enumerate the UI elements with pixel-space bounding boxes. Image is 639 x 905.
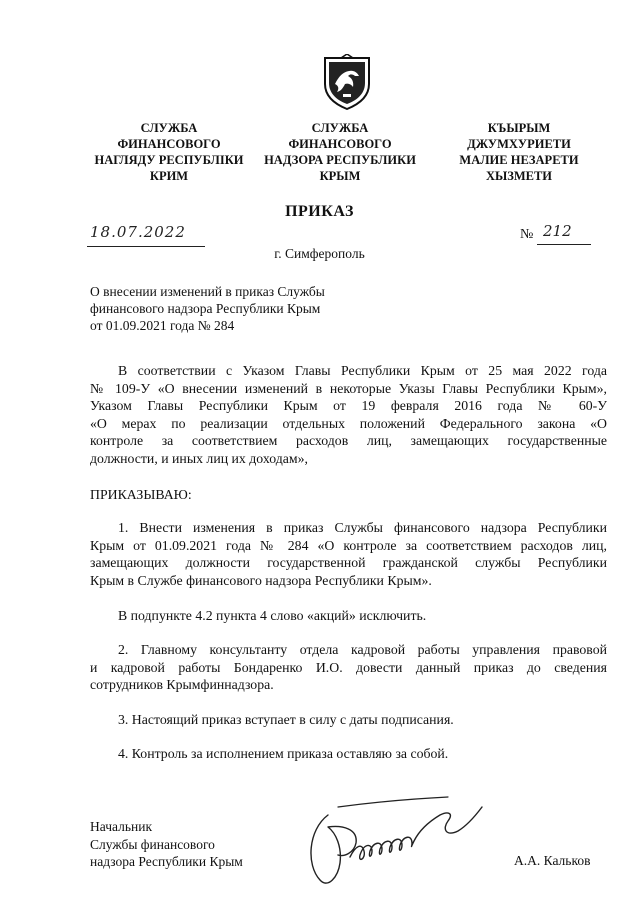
paragraph-line: 1. Внести изменения в приказ Службы финансового надзора Республики (118, 520, 607, 535)
paragraph-line: № 109-У «О внесении изменений в некоторые Указы Главы Республики Крым», (90, 380, 607, 396)
city: г. Симферополь (274, 246, 365, 261)
signatory-line: Начальник (90, 819, 153, 834)
subject-line: О внесении изменений в приказ Службы (90, 284, 325, 299)
paragraph-line: Указом Главы Республики Крым от 19 февраля 2016 года № 60-У (90, 398, 607, 413)
paragraph-line: и кадровой работы Бондаренко И.О. довести данный приказ до сведения (90, 659, 607, 675)
header-left-line: НАГЛЯДУ РЕСПУБЛІКИ (94, 153, 244, 167)
signatory-line: Службы финансового (90, 836, 215, 852)
order-word: ПРИКАЗЫВАЮ: (90, 487, 192, 502)
header-middle-russian (255, 120, 425, 184)
order-subject (90, 283, 390, 334)
header-left-line: КРИМ (149, 169, 189, 183)
header-middle-line: СЛУЖБА (311, 121, 369, 135)
item-2-paragraph (90, 641, 607, 694)
header-middle-line: КРЫМ (319, 169, 361, 183)
item-1-paragraph (90, 519, 607, 589)
item-3-paragraph: 3. Настоящий приказ вступает в силу с даты подписания. (118, 712, 454, 727)
header-right-line: КЪЫРЫМ (487, 121, 551, 135)
subject-line: финансового надзора Республики Крым (90, 301, 321, 316)
paragraph-line: Крым от 01.09.2021 года № 284 «О контроле за соответствием расходов лиц, (90, 537, 607, 553)
header-right-line: МАЛИЕ НЕЗАРЕТИ (459, 153, 579, 167)
header-right-line: ХЫЗМЕТИ (485, 169, 553, 183)
handwritten-signature-icon (298, 785, 498, 895)
paragraph-line: Крым в Службе финансового надзора Республики Крым». (90, 572, 432, 588)
header-right-crimean-tatar (434, 120, 604, 184)
preamble-paragraph (90, 362, 607, 467)
paragraph-line: сотрудников Крымфиннадзора. (90, 677, 274, 692)
handwritten-number: 212 (543, 222, 572, 240)
paragraph-line: «О мерах по реализации отдельных положений Федерального закона «О (90, 415, 607, 431)
coat-of-arms-icon (321, 54, 373, 110)
subject-line: от 01.09.2021 года № 284 (90, 318, 235, 333)
signer-name: А.А. Кальков (514, 853, 591, 868)
paragraph-line: 2. Главному консультанту отдела кадровой работы управления правовой (118, 642, 607, 657)
paragraph-line: контроле за соответствием расходов лиц, замещающих государственные (90, 433, 607, 448)
paragraph-line: В соответствии с Указом Главы Республики Крым от 25 мая 2022 года (118, 363, 607, 378)
paragraph-line: должности, и иных лиц их доходам», (90, 450, 308, 466)
header-left-line: ФИНАНСОВОГО (117, 137, 221, 151)
handwritten-date: 18.07.2022 (90, 223, 186, 241)
signatory-line: надзора Республики Крым (90, 854, 243, 869)
header-right-line: ДЖУМХУРИЕТИ (467, 137, 571, 151)
item-1-subparagraph: В подпункте 4.2 пункта 4 слово «акций» исключить. (118, 608, 427, 623)
item-4-paragraph: 4. Контроль за исполнением приказа оставляю за собой. (118, 746, 449, 761)
number-label: № (520, 227, 534, 242)
header-middle-line: НАДЗОРА РЕСПУБЛИКИ (264, 153, 416, 167)
paragraph-line: замещающих должности государственной гражданской службы Республики (90, 555, 607, 570)
header-middle-line: ФИНАНСОВОГО (288, 137, 392, 151)
header-left-ukrainian (84, 120, 254, 184)
header-left-line: СЛУЖБА (140, 121, 198, 135)
signatory-title (90, 818, 243, 871)
document-title: ПРИКАЗ (285, 203, 354, 220)
